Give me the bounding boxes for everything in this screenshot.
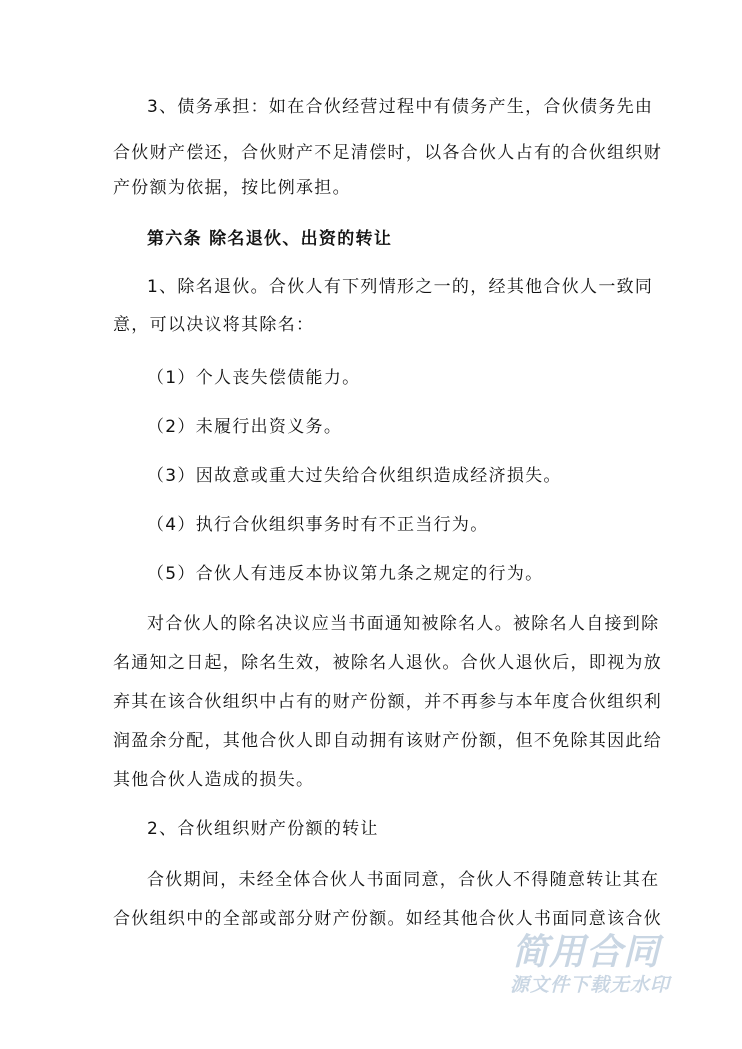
- removal-para-line4: 润盈余分配，其他合伙人即自动拥有该财产份额，但不免除其因此给: [113, 731, 662, 751]
- article6-heading: 第六条 除名退伙、出资的转让: [147, 229, 393, 249]
- para3-line1: 3、债务承担：如在合伙经营过程中有债务产生，合伙债务先由: [147, 97, 654, 117]
- watermark-subtitle: 源文件下载无水印: [510, 975, 671, 996]
- condition-item: （5）合伙人有违反本协议第九条之规定的行为。: [147, 564, 544, 584]
- item2-heading: 2、合伙组织财产份额的转让: [147, 819, 379, 839]
- removal-para-line3: 弃其在该合伙组织中占有的财产份额，并不再参与本年度合伙组织利: [113, 692, 662, 712]
- removal-para-line1: 对合伙人的除名决议应当书面通知被除名人。被除名人自接到除: [147, 614, 660, 634]
- item1-line1: 1、除名退伙。合伙人有下列情形之一的，经其他合伙人一致同: [147, 277, 654, 297]
- transfer-para-line2: 合伙组织中的全部或部分财产份额。如经其他合伙人书面同意该合伙: [113, 909, 662, 929]
- condition-item: （3）因故意或重大过失给合伙组织造成经济损失。: [147, 466, 562, 486]
- removal-para-line5: 其他合伙人造成的损失。: [113, 770, 315, 790]
- removal-para-line2: 名通知之日起，除名生效，被除名人退伙。合伙人退伙后，即视为放: [113, 653, 662, 673]
- item1-line2: 意，可以决议将其除名：: [113, 315, 315, 335]
- para3-line2: 合伙财产偿还，合伙财产不足清偿时，以各合伙人占有的合伙组织财: [113, 143, 662, 163]
- transfer-para-line1: 合伙期间，未经全体合伙人书面同意，合伙人不得随意转让其在: [147, 870, 660, 890]
- condition-item: （1）个人丧失偿债能力。: [147, 368, 361, 388]
- condition-item: （2）未履行出资义务。: [147, 417, 343, 437]
- para3-line3: 产份额为依据，按比例承担。: [113, 178, 351, 198]
- condition-item: （4）执行合伙组织事务时有不正当行为。: [147, 515, 489, 535]
- watermark-title: 简用合同: [512, 931, 661, 972]
